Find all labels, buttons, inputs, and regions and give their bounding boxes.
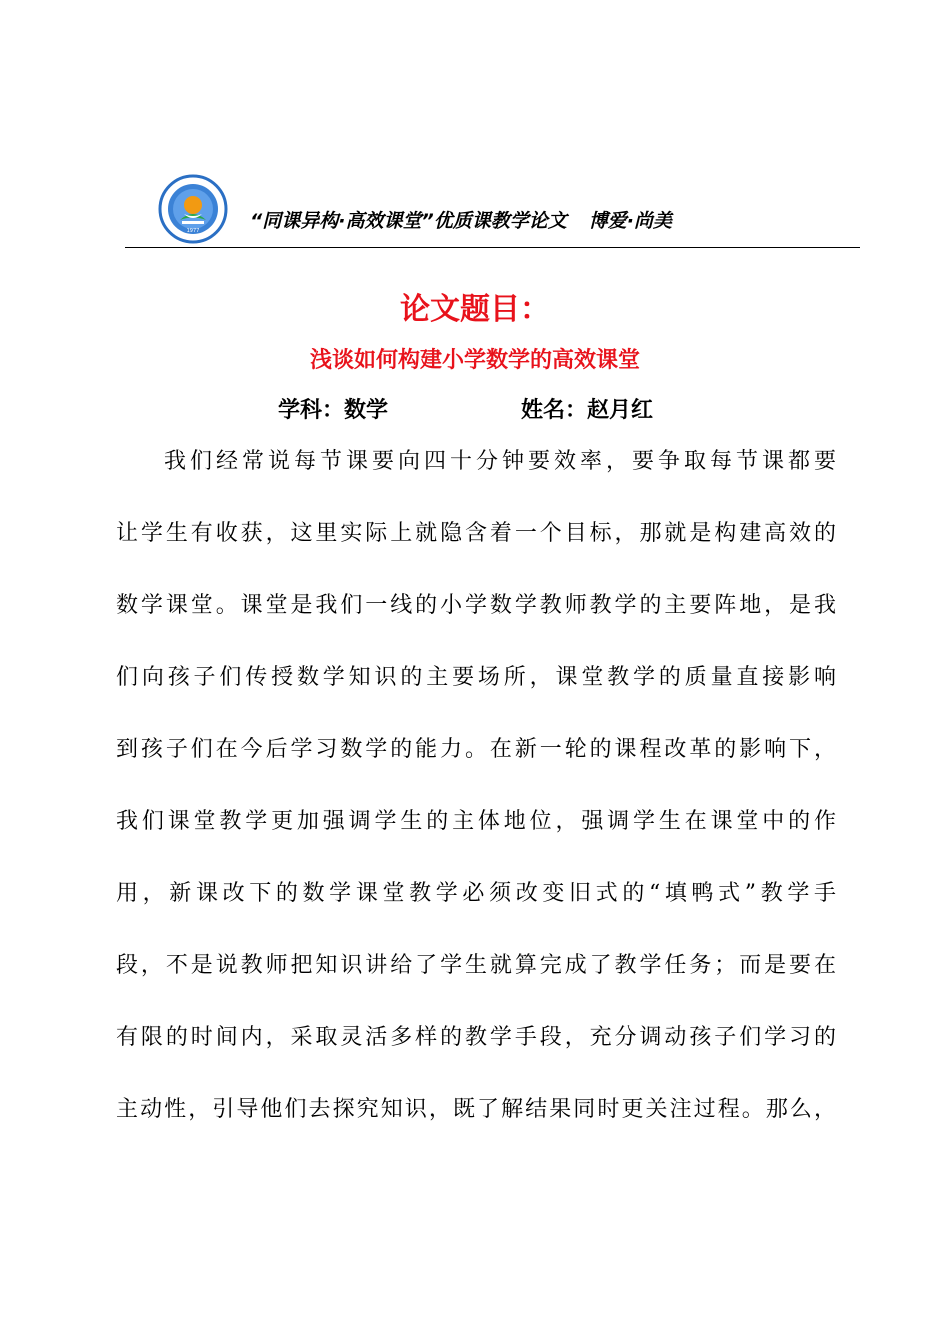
- body-line: 我们经常说每节课要向四十分钟要效率，要争取每节课都要: [164, 449, 836, 474]
- body-line: 们向孩子们传授数学知识的主要场所，课堂教学的质量直接影响: [116, 665, 836, 690]
- header-motto: 博爱·尚美: [588, 210, 672, 232]
- logo-year: 1977: [186, 228, 200, 234]
- body-line: 主动性，引导他们去探究知识，既了解结果同时更关注过程。那么，: [116, 1097, 836, 1122]
- header-title-line: [250, 208, 810, 234]
- body-line: 到孩子们在今后学习数学的能力。在新一轮的课程改革的影响下，: [116, 737, 836, 762]
- body-line: 用，新课改下的数学课堂教学必须改变旧式的“填鸭式”教学手: [116, 881, 836, 906]
- school-emblem-icon: [158, 174, 228, 244]
- paper-label: 论文题目：: [400, 292, 550, 327]
- body-line: 让学生有收获，这里实际上就隐含着一个目标，那就是构建高效的: [116, 521, 836, 546]
- header-title: “同课异构·高效课堂”优质课教学论文: [250, 210, 567, 232]
- header-divider: [125, 247, 860, 248]
- body-line: 数学课堂。课堂是我们一线的小学数学教师教学的主要阵地，是我: [116, 593, 836, 618]
- body-line: 我们课堂教学更加强调学生的主体地位，强调学生在课堂中的作: [116, 809, 836, 834]
- subject-field: 学科：数学: [278, 398, 389, 423]
- author-field: 姓名：赵月红: [521, 398, 654, 423]
- paper-title: 浅谈如何构建小学数学的高效课堂: [309, 348, 640, 373]
- body-line: 有限的时间内，采取灵活多样的教学手段，充分调动孩子们学习的: [116, 1025, 836, 1050]
- school-logo: [158, 174, 228, 244]
- body-line: 段，不是说教师把知识讲给了学生就算完成了教学任务；而是要在: [116, 953, 836, 978]
